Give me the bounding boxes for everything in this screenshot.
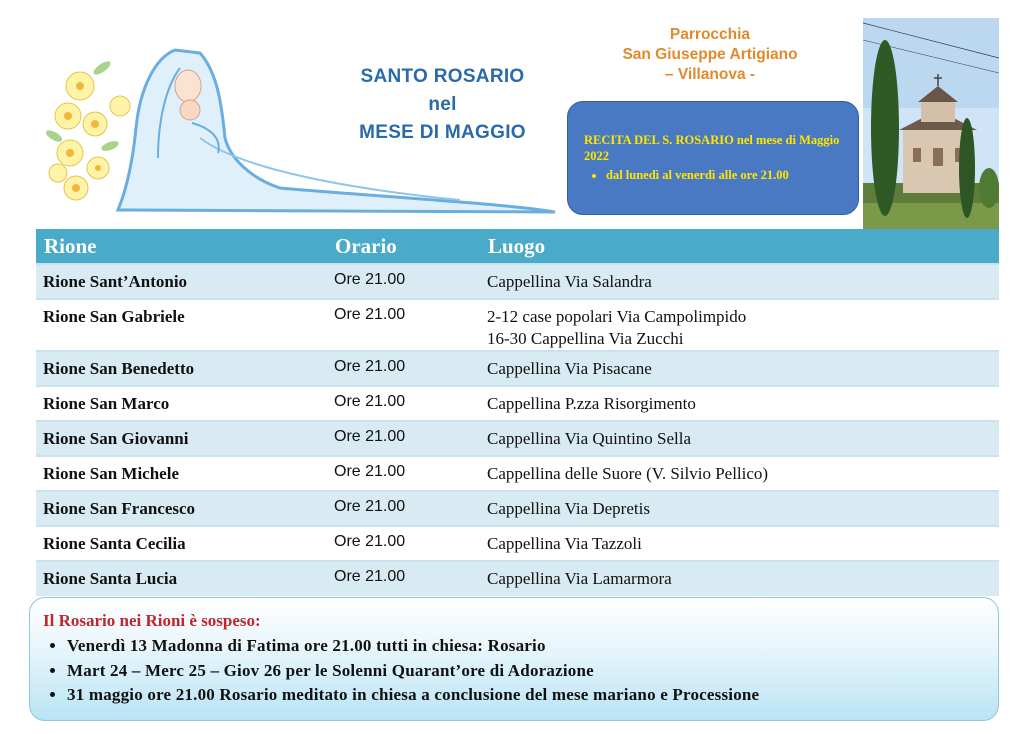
cell-luogo (480, 386, 999, 421)
cell-luogo (480, 351, 999, 386)
notice-list (43, 634, 998, 708)
cell-rione: Rione San Giovanni (36, 421, 327, 456)
title-line-1: SANTO ROSARIO (360, 66, 525, 87)
cell-rione: Rione San Michele (36, 456, 327, 491)
luogo-line: Cappellina P.zza Risorgimento (487, 394, 696, 413)
notice-item: • 31 maggio ore 21.00 Rosario meditato in chiesa a conclusione del mese mariano e Processione (67, 683, 998, 708)
cell-orario: Ore 21.00 (327, 526, 480, 561)
cell-luogo (480, 491, 999, 526)
schedule-table (36, 229, 999, 596)
table-header-row (36, 229, 999, 264)
table-row (36, 299, 999, 351)
luogo-line: Cappellina Via Tazzoli (487, 534, 642, 553)
cell-orario: Ore 21.00 (327, 351, 480, 386)
cell-orario: Ore 21.00 (327, 491, 480, 526)
luogo-line: Cappellina Via Salandra (487, 272, 652, 291)
notice-item: • Venerdì 13 Madonna di Fatima ore 21.00 tutti in chiesa: Rosario (67, 634, 998, 659)
cell-luogo (480, 526, 999, 561)
table-row (36, 491, 999, 526)
table-row (36, 421, 999, 456)
church-photo (863, 18, 999, 229)
parish-name (590, 25, 830, 85)
luogo-line: Cappellina Via Pisacane (487, 359, 652, 378)
cell-luogo (480, 456, 999, 491)
header-orario: Orario (327, 229, 480, 264)
info-list (584, 168, 844, 183)
cell-orario: Ore 21.00 (327, 386, 480, 421)
suspension-notice (29, 597, 999, 721)
cell-orario: Ore 21.00 (327, 264, 480, 299)
notice-heading: Il Rosario nei Rioni è sospeso: (43, 611, 261, 630)
header-rione: Rione (36, 229, 327, 264)
cell-orario: Ore 21.00 (327, 456, 480, 491)
schedule-info-box (567, 101, 859, 215)
header-luogo: Luogo (480, 229, 999, 264)
luogo-line: Cappellina Via Quintino Sella (487, 429, 692, 448)
info-heading: RECITA DEL S. ROSARIO nel mese di Maggio 2022 (584, 133, 840, 163)
title-line-2: nel (428, 94, 457, 115)
cell-rione: Rione Sant’Antonio (36, 264, 327, 299)
table-row (36, 351, 999, 386)
luogo-line: 16-30 Cappellina Via Zucchi (487, 329, 684, 348)
event-title (330, 63, 555, 147)
cell-orario: Ore 21.00 (327, 299, 480, 351)
title-line-3: MESE DI MAGGIO (359, 122, 526, 143)
parish-line-1: Parrocchia (669, 26, 751, 43)
luogo-line: Cappellina delle Suore (V. Silvio Pellico) (487, 464, 769, 483)
cell-luogo (480, 561, 999, 596)
parish-line-3: – Villanova - (664, 66, 756, 83)
luogo-line: Cappellina Via Depretis (487, 499, 650, 518)
table-row (36, 264, 999, 299)
cell-rione: Rione San Marco (36, 386, 327, 421)
cell-luogo (480, 299, 999, 351)
cell-rione: Rione San Francesco (36, 491, 327, 526)
luogo-line: 2-12 case popolari Via Campolimpido (487, 307, 747, 326)
cell-rione: Rione San Gabriele (36, 299, 327, 351)
cell-luogo (480, 421, 999, 456)
cell-orario: Ore 21.00 (327, 561, 480, 596)
info-bullet: • dal lunedì al venerdì alle ore 21.00 (606, 168, 844, 183)
table-row (36, 526, 999, 561)
luogo-line: Cappellina Via Lamarmora (487, 569, 672, 588)
parish-line-2: San Giuseppe Artigiano (622, 46, 798, 63)
cell-luogo (480, 264, 999, 299)
cell-orario: Ore 21.00 (327, 421, 480, 456)
table-row (36, 456, 999, 491)
table-row (36, 386, 999, 421)
cell-rione: Rione Santa Cecilia (36, 526, 327, 561)
cell-rione: Rione Santa Lucia (36, 561, 327, 596)
notice-item: • Mart 24 – Merc 25 – Giov 26 per le Solenni Quarant’ore di Adorazione (67, 659, 998, 684)
table-row (36, 561, 999, 596)
cell-rione: Rione San Benedetto (36, 351, 327, 386)
